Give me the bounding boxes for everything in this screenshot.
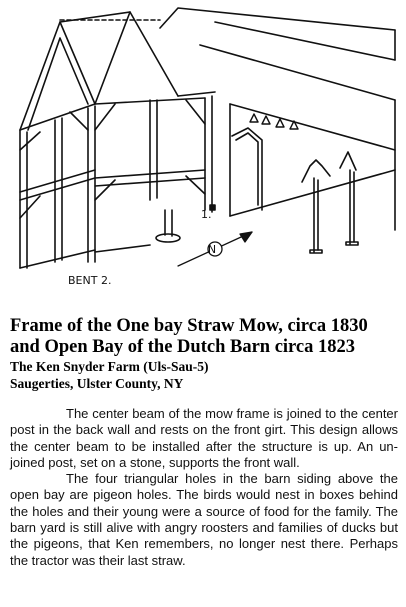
paragraph-mow-frame: The center beam of the mow frame is joined to the center post in the back wall and rests on the front girt. This design allows the center beam to be installed after the structure is up. An un-joined post, set on a stone, supports the front wall. <box>10 406 398 470</box>
mow-frame <box>20 12 215 268</box>
caption-title-line2: and Open Bay of the Dutch Barn circa 1823 <box>10 337 356 357</box>
post-marker-label: 1. <box>201 208 212 221</box>
line-drawing <box>0 0 406 300</box>
dutch-barn-outline <box>160 8 395 253</box>
caption-title-line1: Frame of the One bay Straw Mow, circa 1830 <box>10 316 368 336</box>
figure-caption <box>10 316 400 392</box>
barn-frame-drawing <box>0 0 406 300</box>
paragraph-pigeon-holes: The four triangular holes in the barn siding above the open bay are pigeon holes. The birds would nest in boxes behind the holes and their young were a source of food for the family. The barn yard is still alive with angry roosters and families of ducks but the pigeons, that Ken remembers, no longer nest there. Perhaps the tractor was their last straw. <box>10 471 398 568</box>
compass-label: N <box>207 243 217 256</box>
caption-farm: The Ken Snyder Farm (Uls-Sau-5) <box>10 359 209 374</box>
bent-label: BENT 2. <box>68 274 112 287</box>
caption-location: Saugerties, Ulster County, NY <box>10 376 184 391</box>
body-text <box>10 406 398 569</box>
